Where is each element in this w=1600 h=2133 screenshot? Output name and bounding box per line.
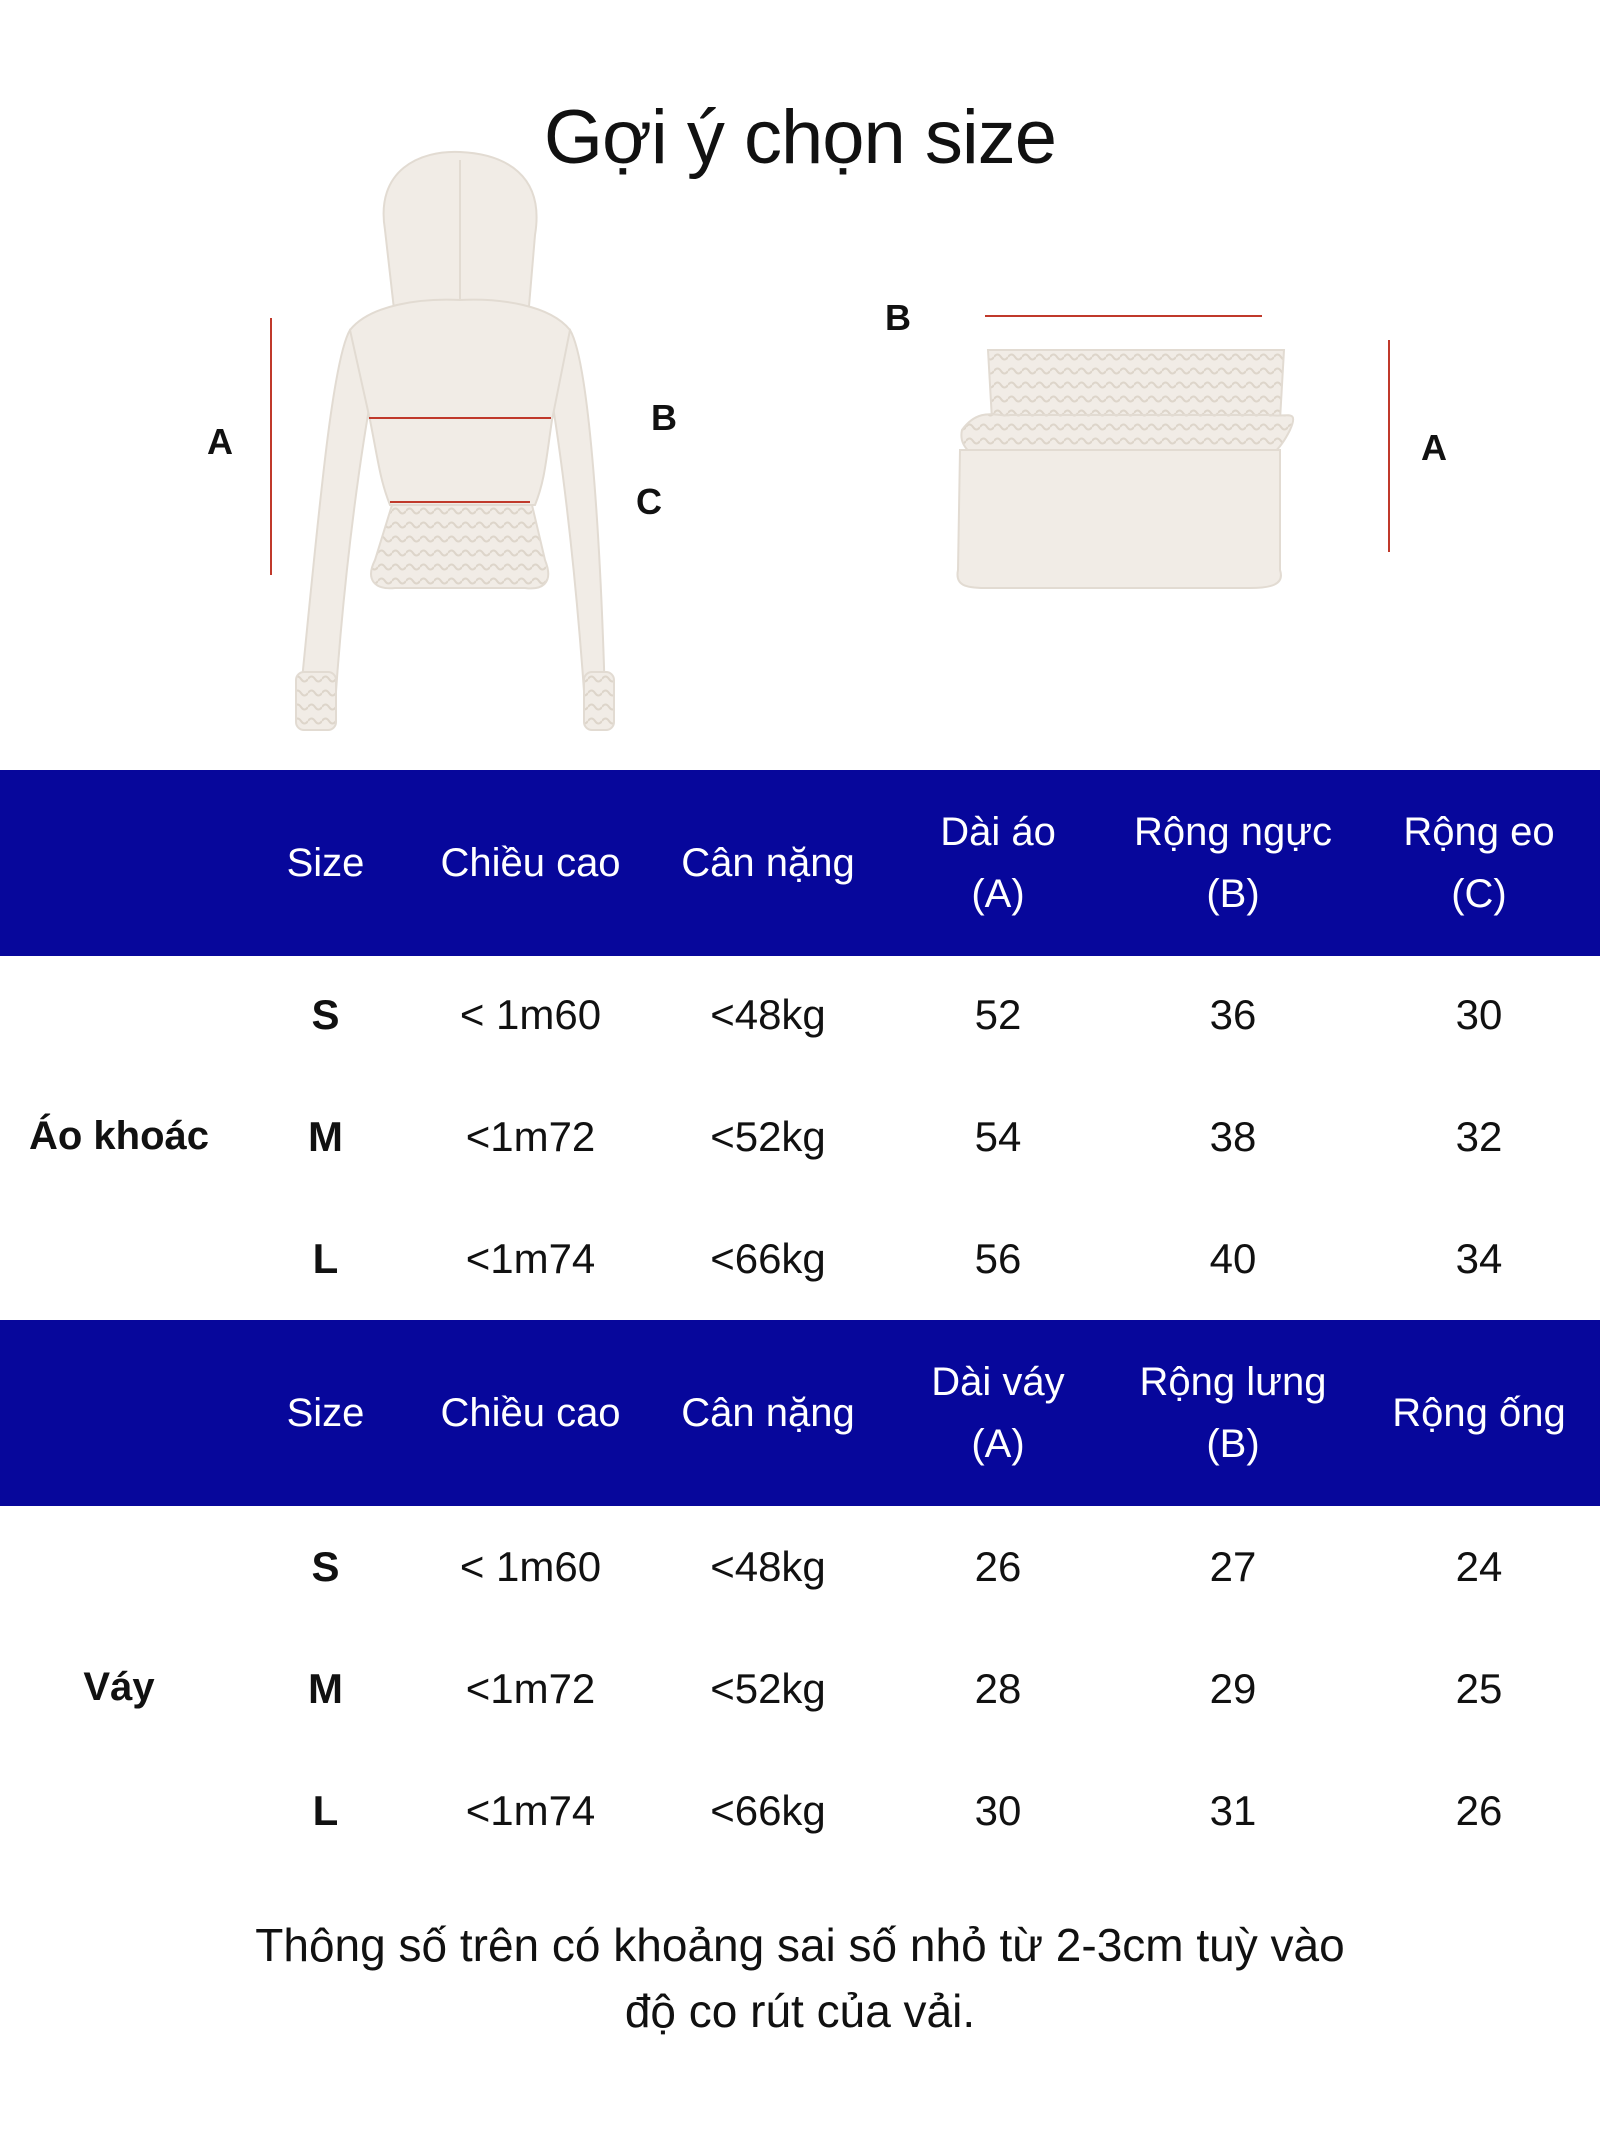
page-title: Gợi ý chọn size [543, 95, 1057, 180]
table-row [0, 1506, 1600, 1628]
cell-height: <1m72 [465, 1113, 596, 1160]
cell-size: L [312, 1787, 339, 1834]
table-row [0, 1198, 1600, 1320]
cell-height: <1m74 [465, 1235, 596, 1282]
header-chest: Rộng ngực (B) [1133, 810, 1332, 916]
cell-length: 30 [974, 1787, 1022, 1834]
cell-height: < 1m60 [459, 991, 602, 1038]
table-row [0, 1628, 1600, 1750]
cell-waistband: 29 [1209, 1665, 1257, 1712]
header-waist: Rộng eo (C) [1403, 810, 1555, 916]
cell-length: 54 [974, 1113, 1022, 1160]
cell-height: < 1m60 [459, 1543, 602, 1590]
table-row [0, 1076, 1600, 1198]
cell-length: 26 [974, 1543, 1022, 1590]
garment-illustrations [0, 0, 1600, 760]
cell-waist: 32 [1455, 1113, 1503, 1160]
header-hem: Rộng ống [1392, 1391, 1566, 1435]
cell-weight: <52kg [710, 1113, 826, 1160]
header-waistband: Rộng lưng (B) [1139, 1360, 1327, 1466]
header-weight: Cân nặng [681, 841, 855, 885]
cell-weight: <52kg [710, 1665, 826, 1712]
tolerance-note: Thông số trên có khoảng sai số nhỏ từ 2-3cm tuỳ vào độ co rút của vải. [255, 1919, 1345, 2037]
header-size: Size [286, 1391, 365, 1435]
cell-size: S [311, 991, 340, 1038]
cell-waistband: 27 [1209, 1543, 1257, 1590]
cell-chest: 40 [1209, 1235, 1257, 1282]
header-size: Size [286, 841, 365, 885]
cell-weight: <48kg [710, 1543, 826, 1590]
cell-weight: <66kg [710, 1787, 826, 1834]
skirt-illustration [957, 316, 1389, 588]
group-label-skirt: Váy [83, 1665, 155, 1709]
jacket-label-c: C [636, 481, 662, 522]
jacket-illustration [271, 152, 614, 730]
cell-waist: 34 [1455, 1235, 1503, 1282]
cell-length: 28 [974, 1665, 1022, 1712]
skirt-label-a: A [1421, 427, 1447, 468]
cell-weight: <66kg [710, 1235, 826, 1282]
cell-size: S [311, 1543, 340, 1590]
cell-hem: 26 [1455, 1787, 1503, 1834]
table-row [0, 1750, 1600, 1872]
cell-length: 52 [974, 991, 1022, 1038]
header-height: Chiều cao [440, 1391, 621, 1435]
cell-hem: 25 [1455, 1665, 1503, 1712]
cell-hem: 24 [1455, 1543, 1503, 1590]
cell-chest: 38 [1209, 1113, 1257, 1160]
header-length: Dài áo (A) [940, 810, 1056, 916]
jacket-label-b: B [651, 397, 677, 438]
group-label-jacket: Áo khoác [28, 1114, 210, 1158]
header-weight: Cân nặng [681, 1391, 855, 1435]
cell-height: <1m72 [465, 1665, 596, 1712]
jacket-header-band [0, 770, 1600, 956]
cell-height: <1m74 [465, 1787, 596, 1834]
cell-size: M [308, 1113, 343, 1160]
cell-weight: <48kg [710, 991, 826, 1038]
cell-size: M [308, 1665, 343, 1712]
cell-waist: 30 [1455, 991, 1503, 1038]
cell-length: 56 [974, 1235, 1022, 1282]
cell-chest: 36 [1209, 991, 1257, 1038]
header-height: Chiều cao [440, 841, 621, 885]
jacket-label-a: A [207, 421, 233, 462]
header-length: Dài váy (A) [931, 1360, 1065, 1466]
table-row [0, 954, 1600, 1076]
cell-waistband: 31 [1209, 1787, 1257, 1834]
skirt-label-b: B [885, 297, 911, 338]
cell-size: L [312, 1235, 339, 1282]
skirt-header-band [0, 1320, 1600, 1506]
